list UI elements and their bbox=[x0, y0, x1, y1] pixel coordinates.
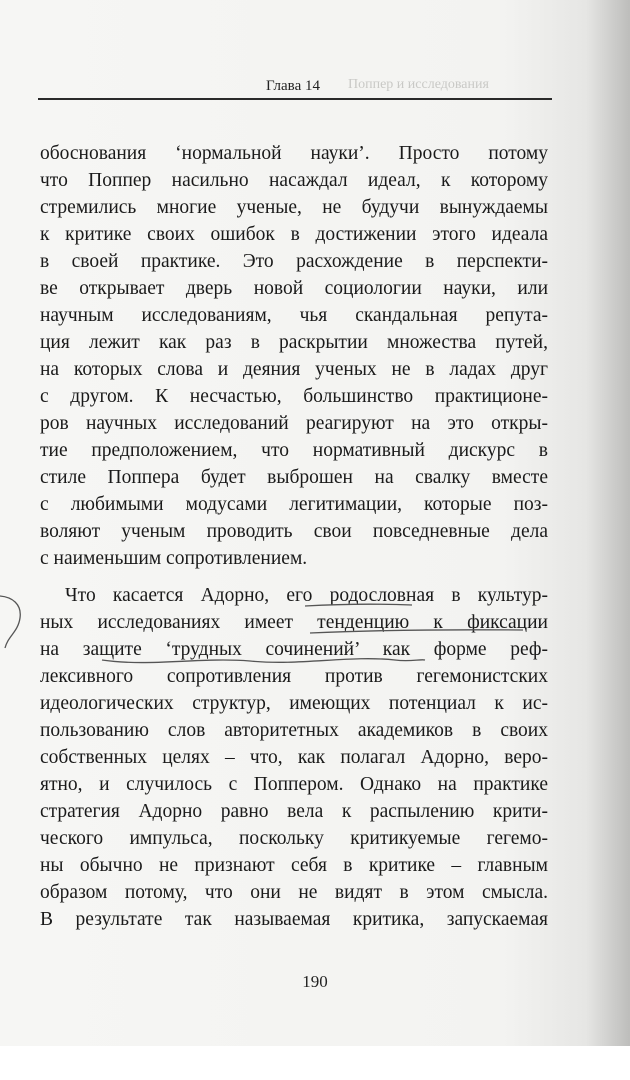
pencil-underline bbox=[102, 659, 425, 663]
text-line: ческого импульса, поскольку критикуемые гегемо- bbox=[40, 828, 548, 849]
text-line: научным исследованиям, чья скандальная репута- bbox=[40, 305, 548, 326]
text-line: пользованию слов авторитетных академиков в своих bbox=[40, 720, 548, 741]
text-line: стиле Поппера будет выброшен на свалку вместе bbox=[40, 467, 548, 488]
text-line: к критике своих ошибок в достижении этого идеала bbox=[40, 224, 548, 245]
text-line: образом потому, что они не видят в этом смысла. bbox=[40, 882, 548, 903]
text-line: ных исследованиях имеет тенденцию к фиксации bbox=[40, 612, 548, 633]
text-line: с наименьшим сопротивлением. bbox=[40, 548, 308, 569]
text-line: стремились многие ученые, не будучи вынуждаемы bbox=[40, 197, 548, 218]
text-line: Что касается Адорно, его родословная в культур- bbox=[65, 585, 548, 606]
text-line: тие предположением, что нормативный дискурс в bbox=[40, 440, 548, 461]
text-line: собственных целях – что, как полагал Адорно, веро- bbox=[40, 747, 548, 768]
text-line: ве открывает дверь новой социологии науки, или bbox=[40, 278, 548, 299]
text-line: стратегия Адорно равно вела к распылению крити- bbox=[40, 801, 548, 822]
text-line: на защите ‘трудных сочинений’ как форме реф- bbox=[40, 639, 548, 660]
page-number: 190 bbox=[302, 972, 328, 991]
text-line: лексивного сопротивления против гегемонистских bbox=[40, 666, 548, 687]
text-line: ятно, и случилось с Поппером. Однако на практике bbox=[40, 774, 548, 795]
text-line: ров научных исследований реагируют на это откры- bbox=[40, 413, 548, 434]
show-through-text: Поппер и исследования bbox=[348, 77, 489, 92]
pencil-underline bbox=[305, 604, 412, 606]
text-line: на которых слова и деяния ученых не в ладах друг bbox=[40, 359, 548, 380]
margin-bracket bbox=[0, 596, 20, 648]
pencil-underline bbox=[310, 630, 523, 633]
text-line: В результате так называемая критика, запускаемая bbox=[40, 909, 548, 930]
text-line: обоснования ‘нормальной науки’. Просто потому bbox=[40, 143, 548, 164]
text-line: ция лежит как раз в раскрытии множества путей, bbox=[40, 332, 548, 353]
text-line: идеологических структур, имеющих потенциал к ис- bbox=[40, 693, 548, 714]
text-line: что Поппер насильно насаждал идеал, к которому bbox=[40, 170, 548, 191]
text-line: с другом. К несчастью, большинство практиционе- bbox=[40, 386, 548, 407]
chapter-title: Глава 14 bbox=[266, 78, 320, 94]
text-line: ны обычно не признают себя в критике – главным bbox=[40, 855, 548, 876]
text-line: с любимыми модусами легитимации, которые поз- bbox=[40, 494, 548, 515]
text-line: воляют ученым проводить свои повседневные дела bbox=[40, 521, 548, 542]
scan-margin bbox=[0, 1046, 630, 1080]
text-line: в своей практике. Это расхождение в перспекти- bbox=[40, 251, 548, 272]
